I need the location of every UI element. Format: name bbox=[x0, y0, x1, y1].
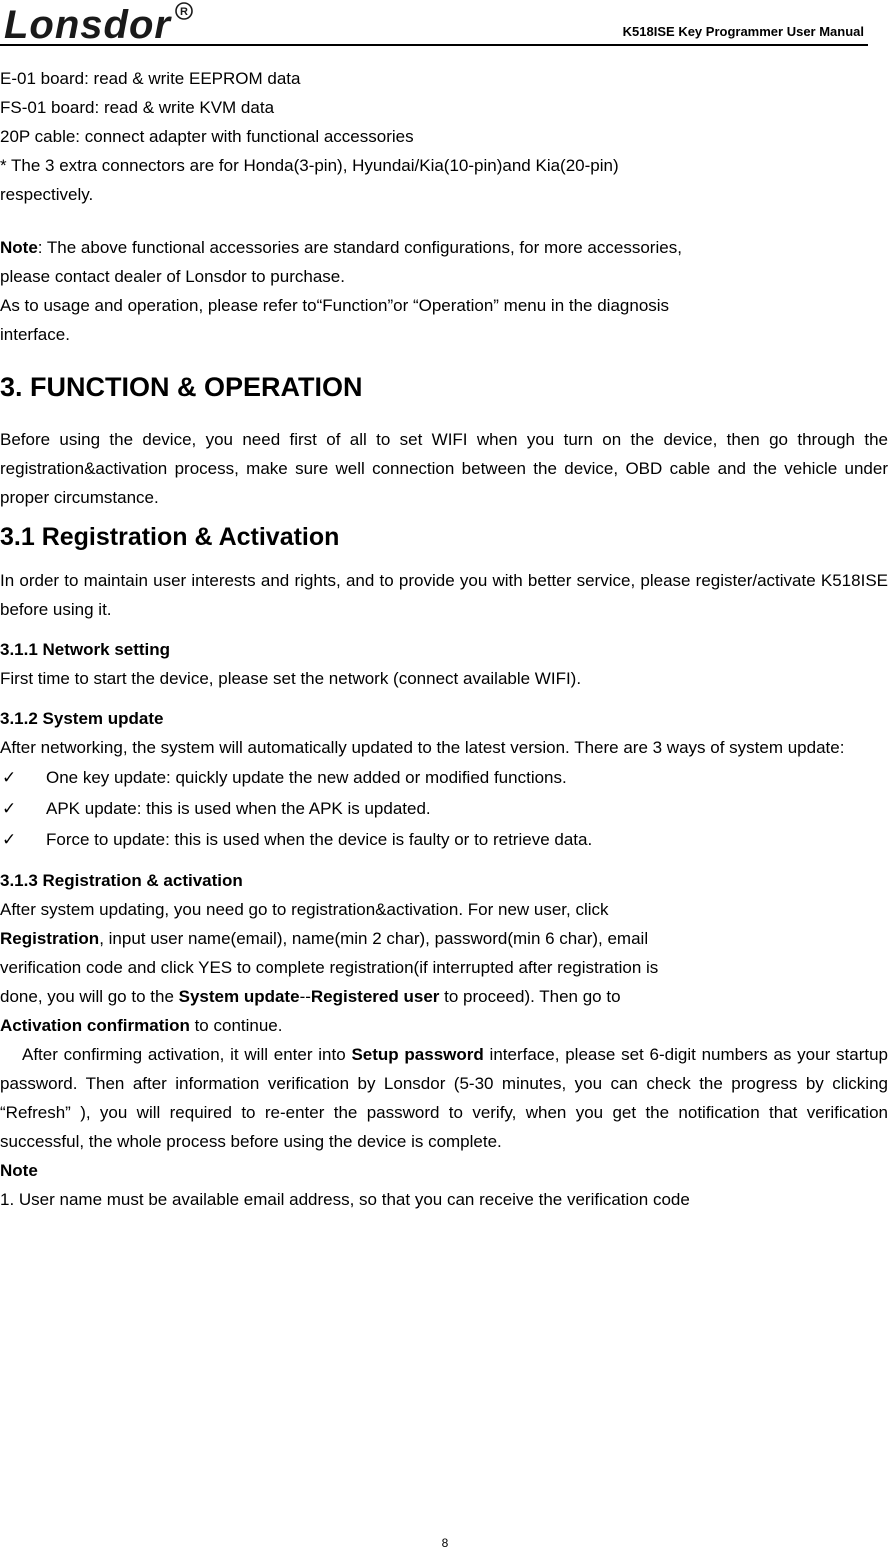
paragraph-text: After confirming activation, it will enter into bbox=[22, 1045, 352, 1064]
update-paragraph: After networking, the system will automatically updated to the latest version. There are 3 ways of system update: bbox=[0, 738, 845, 757]
paragraph-text: interface, please set 6-digit numbers as your startup password. Then after information verification by Lonsdor (5-30 minutes, you can check the progress by clicking “Refresh” ), you will required to re-enter the password to verify, when you get the notification that verification successful, the whole process before using the device is complete. bbox=[0, 1045, 888, 1151]
activation-text: to continue. bbox=[189, 1016, 283, 1035]
activation-text: , input user name(email), name(min 2 char), password(min 6 char), email bbox=[99, 929, 649, 948]
activation-text: done, you will go to the bbox=[0, 987, 179, 1006]
note-heading bbox=[0, 1156, 888, 1185]
activation-line bbox=[0, 982, 888, 1011]
subsubsection-heading: 3.1.2 System update bbox=[0, 709, 164, 728]
update-methods-list bbox=[0, 762, 888, 855]
checkmark-icon: ✓ bbox=[2, 830, 17, 849]
activation-line bbox=[0, 924, 888, 953]
header-divider bbox=[0, 44, 868, 46]
note-line: please contact dealer of Lonsdor to purchase. bbox=[0, 267, 345, 286]
svg-text:Lonsdor: Lonsdor bbox=[4, 3, 171, 44]
setup-password-term: Setup password bbox=[351, 1045, 484, 1064]
list-item-text: Force to update: this is used when the device is faulty or to retrieve data. bbox=[46, 830, 593, 849]
section-heading: 3. FUNCTION & OPERATION bbox=[0, 372, 363, 402]
list-item bbox=[0, 824, 888, 855]
registered-user-term: Registered user bbox=[310, 987, 440, 1006]
note-text: : The above functional accessories are standard configurations, for more accessories, bbox=[37, 238, 682, 257]
spacer bbox=[0, 209, 888, 233]
activation-confirmation-term: Activation confirmation bbox=[0, 1016, 190, 1035]
page-header bbox=[0, 0, 890, 52]
intro-line: E-01 board: read & write EEPROM data bbox=[0, 69, 301, 88]
section-paragraph: Before using the device, you need first of all to set WIFI when you turn on the device, then go through the registration&activation process, make sure well connection between the device, OBD cable and the vehicle under proper circumstance. bbox=[0, 430, 888, 507]
note-item: 1. User name must be available email address, so that you can receive the verification code bbox=[0, 1190, 690, 1209]
note-line: interface. bbox=[0, 325, 70, 344]
activation-line: verification code and click YES to complete registration(if interrupted after registration is bbox=[0, 958, 659, 977]
activation-text: to proceed). Then go to bbox=[439, 987, 621, 1006]
subsection-paragraph: In order to maintain user interests and rights, and to provide you with better service, please register/activate K518ISE before using it. bbox=[0, 571, 888, 619]
activation-line: After system updating, you need go to registration&activation. For new user, click bbox=[0, 900, 609, 919]
system-update-term: System update bbox=[178, 987, 300, 1006]
list-item-text: One key update: quickly update the new added or modified functions. bbox=[46, 768, 567, 787]
separator-text: -- bbox=[299, 987, 311, 1006]
intro-line: 20P cable: connect adapter with functional accessories bbox=[0, 127, 414, 146]
subsection-heading: 3.1 Registration & Activation bbox=[0, 523, 340, 551]
checkmark-icon: ✓ bbox=[2, 768, 17, 787]
page-number: 8 bbox=[441, 1536, 449, 1550]
registration-term: Registration bbox=[0, 929, 100, 948]
lonsdor-logo bbox=[0, 0, 220, 44]
intro-line: * The 3 extra connectors are for Honda(3-pin), Hyundai/Kia(10-pin)and Kia(20-pin) bbox=[0, 156, 619, 175]
note-line: As to usage and operation, please refer to“Function”or “Operation” menu in the diagnosis bbox=[0, 296, 670, 315]
svg-text:R: R bbox=[180, 6, 188, 18]
note-label: Note bbox=[0, 238, 38, 257]
note-label: Note bbox=[0, 1161, 38, 1180]
list-item bbox=[0, 793, 888, 824]
intro-line: FS-01 board: read & write KVM data bbox=[0, 98, 275, 117]
page-content bbox=[0, 64, 888, 1214]
network-paragraph: First time to start the device, please set the network (connect available WIFI). bbox=[0, 669, 582, 688]
activation-line bbox=[0, 1011, 888, 1040]
list-item bbox=[0, 762, 888, 793]
checkmark-icon: ✓ bbox=[2, 799, 17, 818]
subsubsection-heading: 3.1.1 Network setting bbox=[0, 640, 171, 659]
note-paragraph bbox=[0, 233, 888, 262]
manual-title: K518ISE Key Programmer User Manual bbox=[622, 24, 864, 39]
intro-line: respectively. bbox=[0, 185, 94, 204]
password-paragraph bbox=[0, 1040, 888, 1156]
list-item-text: APK update: this is used when the APK is updated. bbox=[46, 799, 431, 818]
subsubsection-heading: 3.1.3 Registration & activation bbox=[0, 871, 243, 890]
